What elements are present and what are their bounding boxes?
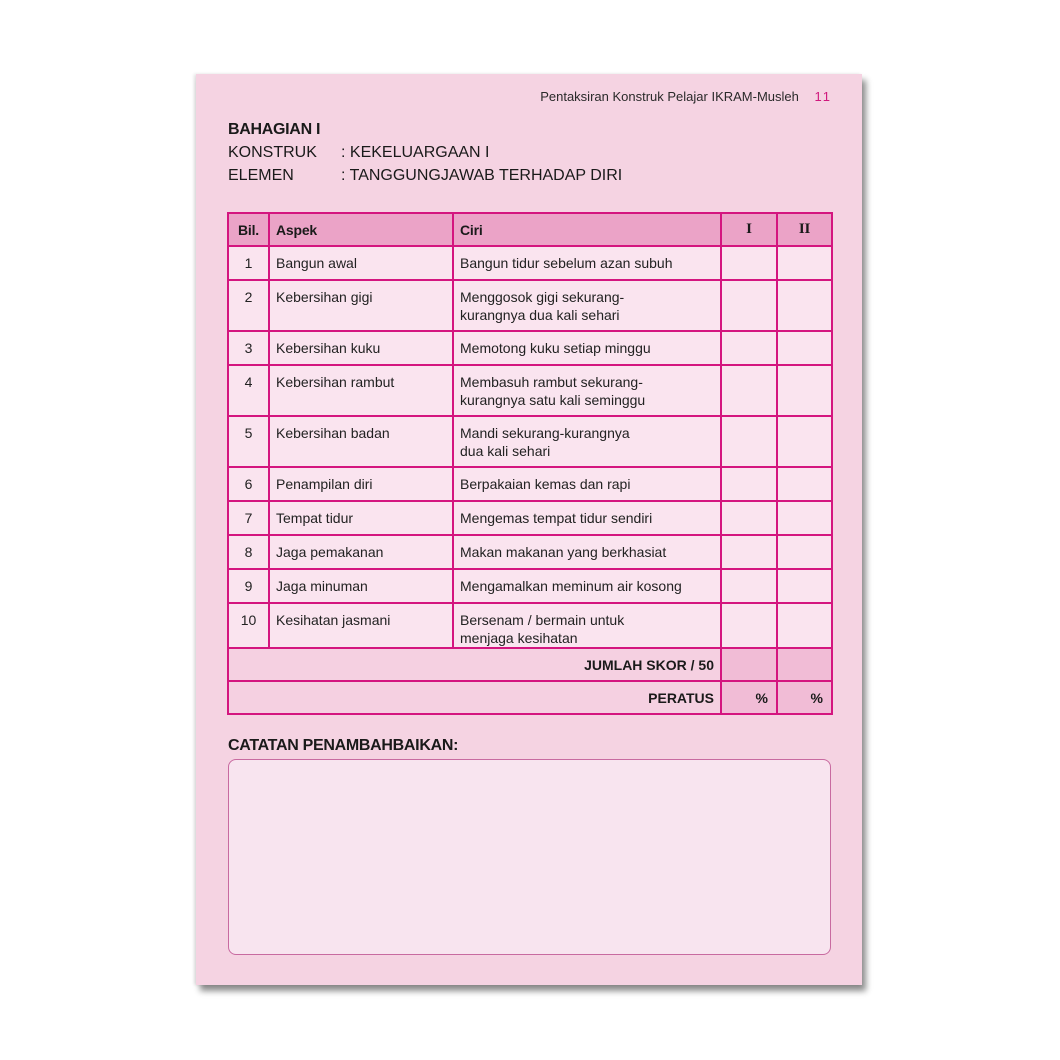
row-number: 7 bbox=[228, 501, 269, 535]
table-row bbox=[228, 331, 832, 365]
score-2-field[interactable] bbox=[777, 467, 832, 501]
trait-line: Menggosok gigi sekurang- bbox=[460, 289, 625, 305]
score-2-field[interactable] bbox=[777, 365, 832, 416]
total-score-1-field[interactable] bbox=[721, 648, 777, 681]
section-heading bbox=[228, 118, 622, 187]
row-trait: Mengamalkan meminum air kosong bbox=[453, 569, 721, 603]
table-header-row bbox=[228, 213, 832, 246]
score-1-field[interactable] bbox=[721, 467, 777, 501]
percentage-label: PERATUS bbox=[228, 681, 721, 714]
table-row bbox=[228, 501, 832, 535]
score-1-field[interactable] bbox=[721, 365, 777, 416]
percentage-2-field[interactable]: % bbox=[777, 681, 832, 714]
header-aspect: Aspek bbox=[269, 213, 453, 246]
row-number: 5 bbox=[228, 416, 269, 467]
row-number: 2 bbox=[228, 280, 269, 331]
percentage-row bbox=[228, 681, 832, 714]
score-2-field[interactable] bbox=[777, 535, 832, 569]
trait-line: kurangnya dua kali sehari bbox=[460, 307, 620, 323]
table-row bbox=[228, 467, 832, 501]
row-number: 9 bbox=[228, 569, 269, 603]
table-row bbox=[228, 246, 832, 280]
page-number: 11 bbox=[814, 89, 832, 104]
score-2-field[interactable] bbox=[777, 603, 832, 648]
row-trait: Makan makanan yang berkhasiat bbox=[453, 535, 721, 569]
table-row bbox=[228, 416, 832, 467]
row-number: 3 bbox=[228, 331, 269, 365]
trait-line: dua kali sehari bbox=[460, 443, 551, 459]
trait-line: Mandi sekurang-kurangnya bbox=[460, 425, 630, 441]
score-2-field[interactable] bbox=[777, 569, 832, 603]
row-aspect: Kebersihan gigi bbox=[269, 280, 453, 331]
row-trait bbox=[453, 280, 721, 331]
row-trait bbox=[453, 603, 721, 648]
table-row bbox=[228, 569, 832, 603]
header-number: Bil. bbox=[228, 213, 269, 246]
table-row bbox=[228, 280, 832, 331]
row-aspect: Jaga pemakanan bbox=[269, 535, 453, 569]
header-score-2: II bbox=[777, 213, 832, 246]
total-score-2-field[interactable] bbox=[777, 648, 832, 681]
row-aspect: Kebersihan rambut bbox=[269, 365, 453, 416]
assessment-table bbox=[227, 212, 833, 715]
table-row bbox=[228, 365, 832, 416]
row-aspect: Kebersihan badan bbox=[269, 416, 453, 467]
row-trait bbox=[453, 365, 721, 416]
total-score-label: JUMLAH SKOR / 50 bbox=[228, 648, 721, 681]
part-title: BAHAGIAN I bbox=[228, 121, 321, 138]
element-value: : TANGGUNGJAWAB TERHADAP DIRI bbox=[341, 167, 623, 184]
element-label: ELEMEN bbox=[228, 167, 294, 184]
construct-label: KONSTRUK bbox=[228, 144, 317, 161]
row-number: 1 bbox=[228, 246, 269, 280]
table-row bbox=[228, 603, 832, 648]
row-aspect: Tempat tidur bbox=[269, 501, 453, 535]
score-2-field[interactable] bbox=[777, 331, 832, 365]
score-1-field[interactable] bbox=[721, 535, 777, 569]
trait-line: Bersenam / bermain untuk bbox=[460, 612, 625, 628]
percentage-1-field[interactable]: % bbox=[721, 681, 777, 714]
row-trait: Bangun tidur sebelum azan subuh bbox=[453, 246, 721, 280]
element-row bbox=[228, 164, 622, 187]
score-1-field[interactable] bbox=[721, 280, 777, 331]
notes-title: CATATAN PENAMBAHBAIKAN: bbox=[228, 737, 459, 754]
row-number: 6 bbox=[228, 467, 269, 501]
score-2-field[interactable] bbox=[777, 280, 832, 331]
row-aspect: Kebersihan kuku bbox=[269, 331, 453, 365]
row-trait: Memotong kuku setiap minggu bbox=[453, 331, 721, 365]
score-1-field[interactable] bbox=[721, 416, 777, 467]
row-trait bbox=[453, 416, 721, 467]
trait-line: Membasuh rambut sekurang- bbox=[460, 374, 643, 390]
header-trait: Ciri bbox=[453, 213, 721, 246]
score-1-field[interactable] bbox=[721, 603, 777, 648]
construct-value: : KEKELUARGAAN I bbox=[341, 144, 490, 161]
header-score-1: I bbox=[721, 213, 777, 246]
row-trait: Berpakaian kemas dan rapi bbox=[453, 467, 721, 501]
score-2-field[interactable] bbox=[777, 416, 832, 467]
worksheet-page bbox=[196, 74, 862, 985]
row-aspect: Jaga minuman bbox=[269, 569, 453, 603]
score-1-field[interactable] bbox=[721, 501, 777, 535]
row-aspect: Kesihatan jasmani bbox=[269, 603, 453, 648]
score-2-field[interactable] bbox=[777, 246, 832, 280]
running-header-title: Pentaksiran Konstruk Pelajar IKRAM-Musleh bbox=[540, 89, 799, 104]
notes-field[interactable] bbox=[228, 759, 831, 955]
running-header bbox=[540, 89, 832, 104]
row-number: 8 bbox=[228, 535, 269, 569]
score-2-field[interactable] bbox=[777, 501, 832, 535]
trait-line: menjaga kesihatan bbox=[460, 630, 578, 646]
row-number: 4 bbox=[228, 365, 269, 416]
trait-line: kurangnya satu kali seminggu bbox=[460, 392, 646, 408]
row-trait: Mengemas tempat tidur sendiri bbox=[453, 501, 721, 535]
total-score-row bbox=[228, 648, 832, 681]
score-1-field[interactable] bbox=[721, 569, 777, 603]
score-1-field[interactable] bbox=[721, 331, 777, 365]
row-aspect: Penampilan diri bbox=[269, 467, 453, 501]
row-aspect: Bangun awal bbox=[269, 246, 453, 280]
row-number: 10 bbox=[228, 603, 269, 648]
score-1-field[interactable] bbox=[721, 246, 777, 280]
table-row bbox=[228, 535, 832, 569]
construct-row bbox=[228, 141, 622, 164]
